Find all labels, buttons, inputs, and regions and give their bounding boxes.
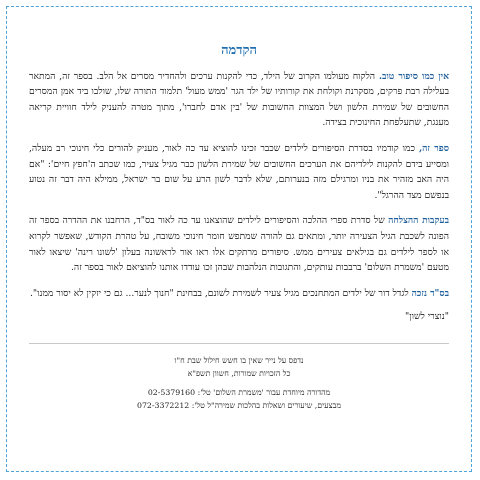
paragraph-2-text: כמו קודמיו בסדרת הסיפורים לילדים שכבר זכינו להוציא עד כה לאור, מעניק להורים כלי חינוכי רב מעלה, ומסייע בידם להקנות לילדיהם את הערכים החשובים של שמירת הלשון כבר מגיל צעיר, כמו שכתב ה'חפץ חיים': "אם היה האב מזהיר את בניו ומרגילם מזה בנערותם, שלא לדבר לשון הרע על שום בר ישראל, ממילא היה דבר זה נטוע בנפשם מצד ההרגל".: [29, 142, 449, 201]
paragraph-1-lead: אין כמו סיפור טוב.: [378, 70, 449, 82]
paragraph-1-text: הלקוח מעולמו הקרוב של הילד, כדי להקנות ערכים ולהחדיר מסרים אל הלב. בספר זה, המתאר בעלילה רבת פרקים, מסקרנת וקולחת את קורותיו של ילד הגר 'ממש מעול' תלמוד התורה שלו, שולבו ביד אמן המסרים החשובים של שמירת הלשון ושל המצוות החשובות של 'בין אדם לחברו', מתוך מטרה להעניק לילד חוויית קריאה מענגת, שתעלפחת החינוכית בצידה.: [29, 70, 449, 129]
footer-line-edition: מהדורה מיוחדת עבור 'משמרת השלום' טל': 02-5379160: [147, 387, 331, 397]
paragraph-3-lead: בעקבות ההצלחה: [388, 215, 450, 227]
footer-line-contact: מבצעים, שיעורים ושאלות בהלכות שמירה"ל טל': 072-3372212: [137, 400, 341, 410]
paragraph-4-lead: בס"ד נזכה: [411, 287, 449, 299]
paragraph-2: [29, 141, 449, 203]
footer-line-rights: כל הזכויות שמורות, חשוון תשפ"א: [187, 368, 291, 378]
footer-line-paper: נדפס על נייר שאין בו חשש חילול שבת ח"ו: [174, 355, 304, 365]
publication-footer: [29, 354, 449, 412]
signature: "נוצרי לשון": [405, 311, 449, 323]
paragraph-2-lead: ספר זה,: [418, 142, 449, 154]
footer-divider: [29, 343, 449, 344]
paragraph-4: [29, 286, 449, 302]
page-title: הקדמה: [221, 43, 257, 58]
page-border: [6, 6, 472, 472]
paragraph-1: [29, 69, 449, 131]
introduction-content: [29, 15, 449, 412]
paragraph-4-text: לגדל דור של ילדים המתחנכים מגיל צעיר לשמירת לשונם, בבחינת "חנוך לנער... גם כי יזקין לא יסור ממנו".: [30, 287, 412, 299]
paragraph-3-text: של סדרת ספרי ההלכה והסיפורים לילדים שהוצאנו עד כה לאור בס"ד, הרחבנו את ההדרה בספר זה הפונה לשכבת הגיל הצעירה יותר, ומתאים גם להורה שמתפש חומר חינוכי משובח, על טהרת הקודש, שאפשר לקרוא או לספר לילדים גם בגילאים צעירים ממש. סיפורים מרתקים אלו ראו אור לראשונה בעלון 'לשונו רינה' שיצאו לאור מטעם 'משמרת השלום' ברבבות עותקים, והתגובות הנלהבות שבהן זכו עודדו אותנו להוציאם לאור בספר זה.: [29, 215, 449, 274]
paragraph-3: [29, 213, 449, 275]
